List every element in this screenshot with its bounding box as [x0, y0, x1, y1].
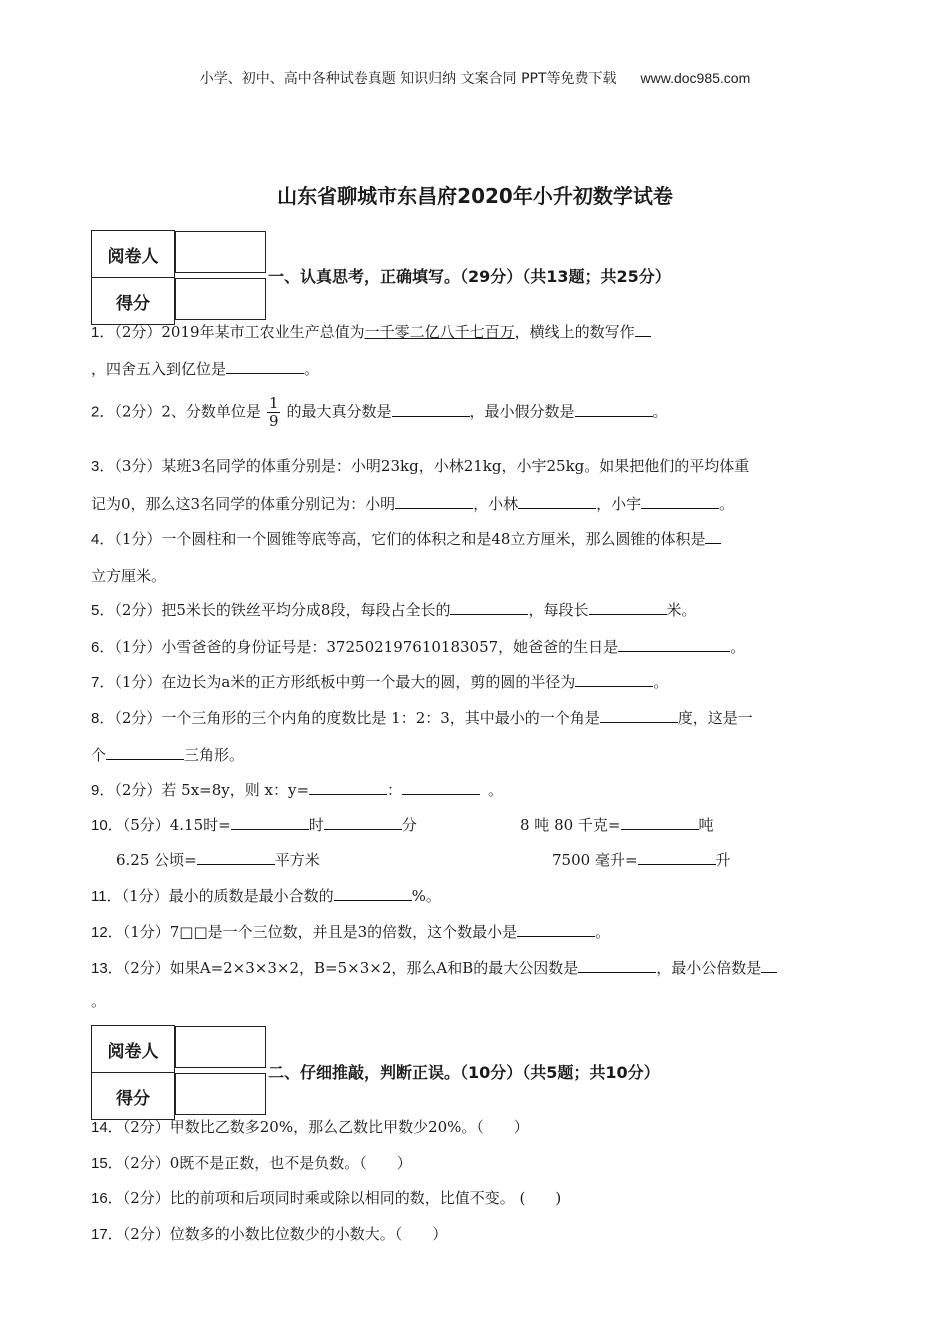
header-banner	[0, 68, 950, 88]
question-text: %。	[411, 887, 441, 905]
answer-blank[interactable]	[226, 359, 304, 374]
score-label: 得分	[92, 1073, 175, 1120]
question-points: （1分）	[121, 887, 169, 905]
answer-blank[interactable]	[589, 600, 667, 615]
answer-blank[interactable]	[450, 600, 528, 615]
question-number: 9．	[91, 782, 115, 799]
question-text: ，小宇	[596, 495, 642, 513]
section-1-heading: 一、认真思考，正确填写。（29分）（共13题；共25分）	[268, 267, 671, 286]
question-points: （1分）	[114, 530, 162, 548]
question-10-part-b	[520, 814, 714, 835]
question-text: 分	[401, 816, 417, 834]
question-text: 。	[595, 923, 611, 941]
question-points: （2分）	[114, 323, 162, 341]
question-text: 6.25 公顷=	[116, 851, 197, 869]
question-points: （2分）	[122, 1225, 170, 1243]
question-text: 升	[715, 851, 731, 869]
answer-blank[interactable]	[761, 958, 777, 973]
banner-site: www.doc985.com	[640, 70, 751, 86]
answer-blank[interactable]	[395, 494, 473, 509]
answer-blank[interactable]	[705, 529, 721, 544]
question-points: （2分）	[122, 1189, 170, 1207]
question-text: 。	[91, 992, 107, 1010]
question-12	[91, 921, 610, 942]
question-number: 5．	[91, 602, 115, 619]
question-14	[91, 1116, 529, 1137]
question-text: 把5米长的铁丝平均分成8段，每段占全长的	[161, 601, 451, 619]
underlined-text: 一千零二亿八千七百万	[364, 323, 515, 341]
answer-blank[interactable]	[575, 672, 653, 687]
question-text: 某班3名同学的体重分别是：小明23kg，小林21kg，小宇25kg。如果把他们的平均体重	[161, 457, 750, 475]
question-text: 。	[730, 638, 746, 656]
question-points: （2分）	[122, 1154, 170, 1172]
fraction-denominator: 9	[268, 412, 279, 430]
question-number: 1．	[91, 324, 115, 341]
answer-blank[interactable]	[635, 322, 651, 337]
question-text: ，最小假分数是	[469, 402, 575, 421]
question-number: 6．	[91, 639, 115, 656]
question-text: 最小的质数是最小合数的	[168, 887, 334, 905]
question-text: 若 5x=8y，则 x：y=	[161, 781, 310, 799]
question-number: 15．	[91, 1155, 123, 1172]
question-number: 14．	[91, 1119, 123, 1136]
question-points: （2分）	[122, 1118, 170, 1136]
question-text: 甲数比乙数多20%，那么乙数比甲数少20%。（ ）	[169, 1118, 529, 1136]
question-10-part-d	[552, 849, 731, 870]
question-text: ，小林	[473, 495, 519, 513]
question-text: 个	[91, 746, 107, 764]
answer-blank[interactable]	[618, 637, 730, 652]
question-15	[91, 1152, 412, 1173]
score-label: 得分	[92, 278, 175, 325]
question-text: 在边长为a米的正方形纸板中剪一个最大的圆，剪的圆的半径为	[161, 673, 576, 691]
answer-blank[interactable]	[575, 402, 653, 417]
answer-blank[interactable]	[334, 886, 412, 901]
question-text: 立方厘米。	[91, 567, 167, 585]
answer-blank[interactable]	[621, 815, 699, 830]
question-4	[91, 528, 721, 549]
question-text: 。	[488, 781, 504, 799]
question-text: 。	[719, 495, 735, 513]
question-6	[91, 636, 745, 657]
question-text: 。	[653, 673, 669, 691]
question-text: 米。	[666, 601, 697, 619]
score-cell	[175, 278, 266, 320]
question-number: 12．	[91, 924, 123, 941]
question-number: 10．	[91, 817, 123, 834]
question-points: （2分）	[114, 781, 162, 799]
answer-blank[interactable]	[392, 402, 470, 417]
score-table-2	[91, 1025, 267, 1120]
answer-blank[interactable]	[324, 815, 402, 830]
answer-blank[interactable]	[578, 958, 656, 973]
reviewer-label: 阅卷人	[92, 1026, 175, 1073]
question-text: 一个三角形的三个内角的度数比是 1：2：3，其中最小的一个角是	[161, 709, 600, 727]
question-4-cont	[91, 565, 166, 586]
question-text: 一个圆柱和一个圆锥等底等高，它们的体积之和是48立方厘米，那么圆锥的体积是	[161, 530, 706, 548]
question-text: 7500 毫升=	[552, 851, 638, 869]
answer-blank[interactable]	[638, 850, 716, 865]
question-9	[91, 779, 503, 800]
question-number: 4．	[91, 531, 115, 548]
question-number: 16．	[91, 1190, 123, 1207]
question-text: 。	[304, 360, 320, 378]
answer-blank[interactable]	[309, 780, 387, 795]
question-5	[91, 599, 697, 620]
question-number: 8．	[91, 710, 115, 727]
question-text: ：	[387, 781, 403, 799]
question-1-cont	[91, 358, 319, 379]
score-table-1	[91, 230, 267, 325]
reviewer-label: 阅卷人	[92, 231, 175, 278]
question-1	[91, 321, 651, 342]
question-text: 。	[652, 402, 668, 421]
answer-blank[interactable]	[197, 850, 275, 865]
answer-blank[interactable]	[600, 708, 678, 723]
question-points: （1分）	[122, 923, 170, 941]
question-text: 的最大真分数是	[286, 402, 392, 421]
question-number: 7．	[91, 674, 115, 691]
question-points: （2分）	[114, 402, 162, 421]
answer-blank[interactable]	[518, 494, 596, 509]
question-text: 记为0，那么这3名同学的体重分别记为：小明	[91, 495, 396, 513]
question-8	[91, 707, 753, 728]
question-13	[91, 957, 777, 978]
question-text: 小雪爸爸的身份证号是：372502197610183057，她爸爸的生日是	[161, 638, 619, 656]
question-13-cont	[91, 990, 106, 1011]
question-17	[91, 1223, 447, 1244]
question-text: 度，这是一	[677, 709, 753, 727]
question-text: 如果A=2×3×3×2，B=5×3×2，那么A和B的最大公因数是	[169, 959, 579, 977]
question-text: 2019年某市工农业生产总值为	[161, 323, 365, 341]
question-text: ，最小公倍数是	[656, 959, 762, 977]
reviewer-cell	[175, 231, 266, 273]
question-16	[91, 1187, 561, 1208]
question-number: 3．	[91, 458, 115, 475]
fraction-numerator: 1	[268, 394, 279, 412]
banner-text: 小学、初中、高中各种试卷真题 知识归纳 文案合同 PPT等免费下载	[199, 71, 617, 87]
reviewer-cell	[175, 1026, 266, 1068]
answer-blank[interactable]	[402, 780, 480, 795]
question-3	[91, 455, 749, 476]
answer-blank[interactable]	[517, 922, 595, 937]
question-text: 4.15时=	[169, 816, 231, 834]
question-points: （5分）	[122, 816, 170, 834]
fraction	[267, 395, 281, 430]
question-10	[91, 814, 417, 835]
question-points: （2分）	[122, 959, 170, 977]
question-number: 2．	[91, 403, 115, 421]
question-number: 13．	[91, 960, 123, 977]
question-text: 位数多的小数比位数少的小数大。（ ）	[169, 1225, 448, 1243]
question-points: （1分）	[114, 673, 162, 691]
question-3-cont	[91, 493, 734, 514]
page-title: 山东省聊城市东昌府2020年小升初数学试卷	[277, 184, 673, 208]
question-text: 时	[308, 816, 324, 834]
question-text: ，横线上的数写作	[514, 323, 635, 341]
question-text: 三角形。	[184, 746, 245, 764]
question-8-cont	[91, 744, 244, 765]
question-text: 吨	[698, 816, 714, 834]
question-number: 11．	[91, 888, 122, 905]
section-2-heading: 二、仔细推敲，判断正误。（10分）（共5题；共10分）	[268, 1063, 660, 1082]
question-10-part-c	[116, 849, 320, 870]
question-points: （2分）	[114, 601, 162, 619]
answer-blank[interactable]	[231, 815, 309, 830]
question-text: 比的前项和后项同时乘或除以相同的数，比值不变。 ( )	[169, 1189, 562, 1207]
question-text: 0既不是正数，也不是负数。（ ）	[169, 1154, 412, 1172]
score-cell	[175, 1073, 266, 1115]
answer-blank[interactable]	[106, 745, 184, 760]
question-text: 平方米	[274, 851, 320, 869]
question-text: ，每段长	[528, 601, 589, 619]
question-points: （3分）	[114, 457, 162, 475]
question-2	[91, 395, 668, 430]
question-text: ，四舍五入到亿位是	[91, 360, 227, 378]
question-text: 8 吨 80 千克=	[520, 816, 621, 834]
question-11	[91, 885, 441, 906]
question-number: 17．	[91, 1226, 123, 1243]
question-7	[91, 671, 668, 692]
answer-blank[interactable]	[641, 494, 719, 509]
question-points: （2分）	[114, 709, 162, 727]
question-points: （1分）	[114, 638, 162, 656]
question-text: 7□□是一个三位数，并且是3的倍数，这个数最小是	[169, 923, 518, 941]
question-text: 2、分数单位是	[161, 402, 261, 421]
